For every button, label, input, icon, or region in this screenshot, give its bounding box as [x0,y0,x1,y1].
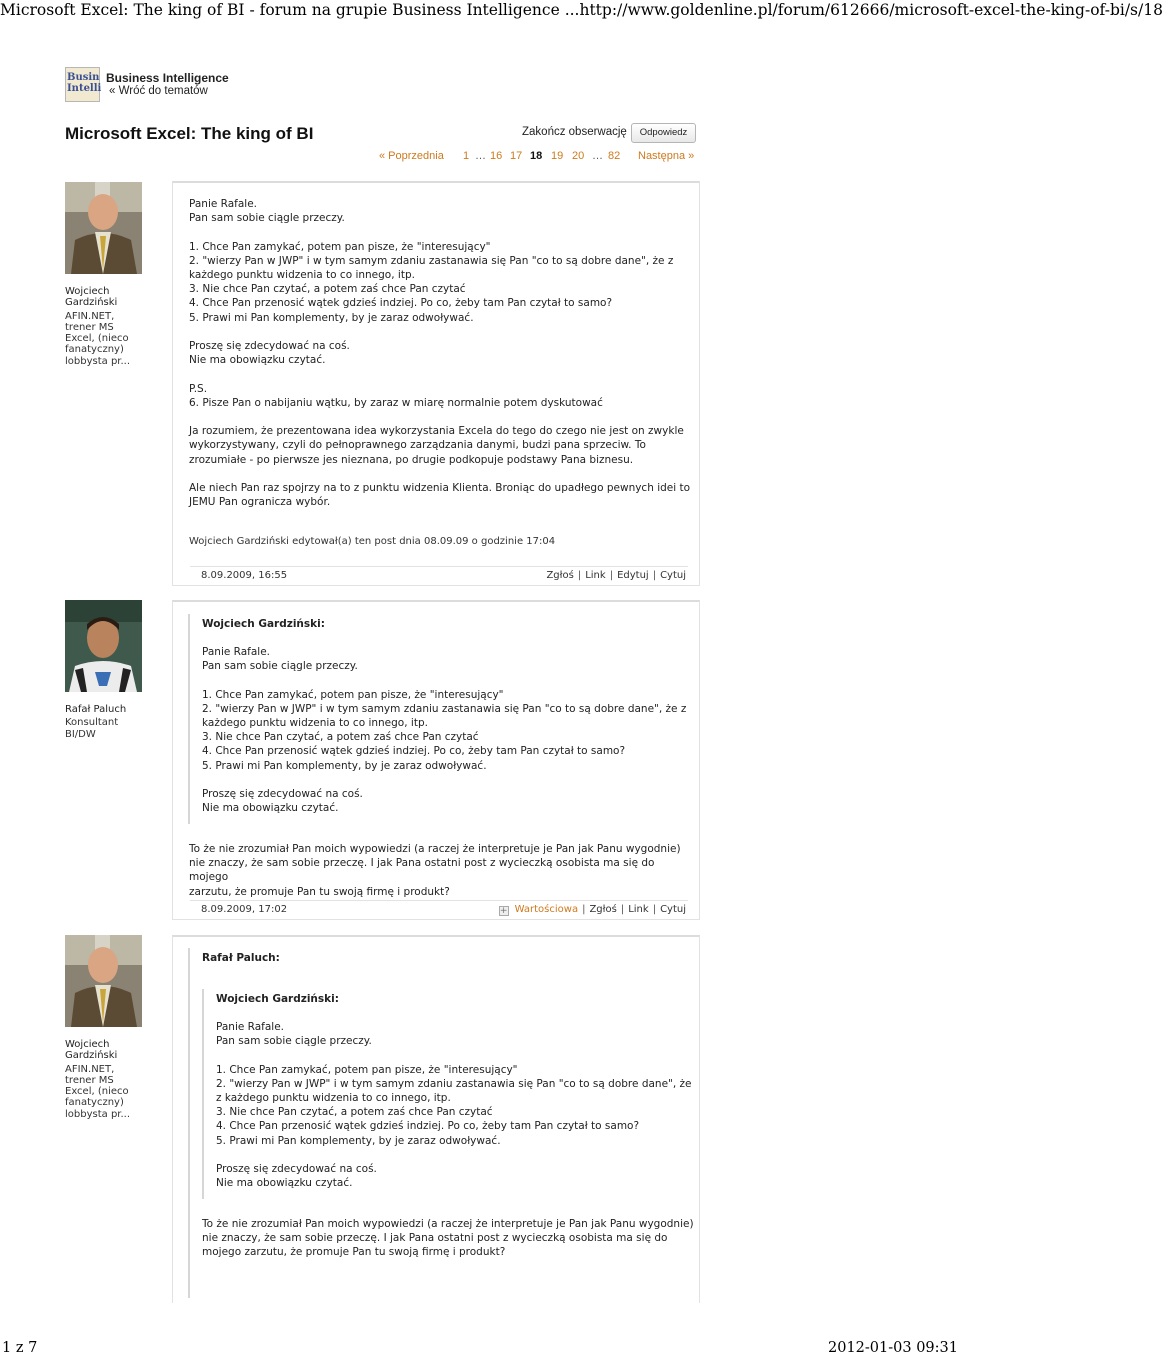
line: nie znaczy, że sam sobie przeczę. I jak Pana ostatni post z wycieczką osobista ma się do [202,1232,668,1245]
inner-quote-author: Wojciech Gardziński: [216,993,339,1005]
post-3-inner-quote [216,992,694,1190]
plus-icon[interactable]: + [499,906,508,916]
spacer [189,325,694,339]
print-page-number: 1 z 7 [2,1340,38,1356]
line: 5. Prawi mi Pan komplementy, by je zaraz odwoływać. [189,311,474,324]
group-name[interactable]: Business Intelligence [106,71,229,85]
line: 4. Chce Pan przenosić wątek gdzieś indziej. Po co, żeby tam Pan czytał to samo? [216,1120,640,1133]
avatar[interactable] [65,182,142,274]
group-logo-text-1: Busin [67,72,100,83]
spacer [202,673,692,687]
spacer [189,467,694,481]
line: Pan sam sobie ciągle przeczy. [202,660,358,673]
quote-author: Rafał Paluch: [202,952,280,964]
end-watch-link[interactable]: Zakończ obserwację [522,126,627,138]
quote-link[interactable]: Cytuj [660,570,686,581]
post-2-body [189,842,694,899]
line: Proszę się zdecydować na coś. [216,1163,377,1175]
group-logo-text-2: Intelli [67,83,102,94]
avatar[interactable] [65,600,142,692]
pager-prev-link[interactable]: « Poprzednia [379,150,444,162]
print-header: Microsoft Excel: The king of BI - forum na grupie Business Intelligence ...http://www.goldenline.pl/forum/612666/microsoft-excel-the-king-of-bi/s/18 [0,1,1163,19]
line: Panie Rafale. [202,646,271,658]
line: Proszę się zdecydować na coś. [202,788,363,800]
line: 4. Chce Pan przenosić wątek gdzieś indziej. Po co, żeby tam Pan czytał to samo? [189,297,613,310]
spacer [189,367,694,381]
topic-title: Microsoft Excel: The king of BI [65,124,314,143]
group-logo[interactable] [65,67,100,102]
pager-ellipsis-2: … [592,150,603,162]
post-1-footer: 8.09.2009, 16:55 Zgłoś | Link | Edytuj | Cytuj [190,566,688,586]
post-2-footer: 8.09.2009, 17:02 + Wartościowa | Zgłoś | Link | Cytuj [190,900,688,920]
line: każdego punktu widzenia to co innego, itp. [189,269,415,281]
line: Nie ma obowiązku czytać. [189,354,326,367]
report-link[interactable]: Zgłoś [589,904,617,915]
edit-link[interactable]: Edytuj [617,570,649,581]
line: 1. Chce Pan zamykać, potem pan pisze, że "interesujący" [216,1063,518,1076]
post-date: 8.09.2009, 17:02 [201,904,288,915]
avatar[interactable] [65,935,142,1027]
line: 5. Prawi mi Pan komplementy, by je zaraz odwoływać. [202,759,487,772]
print-datetime: 2012-01-03 09:31 [828,1340,958,1356]
spacer [189,410,694,424]
pager-page-20[interactable]: 20 [572,150,585,162]
line: 3. Nie chce Pan czytać, a potem zaś chce Pan czytać [202,731,479,744]
line: 2. "wierzy Pan w JWP" i w tym samym zdaniu zastanawia się Pan "co to są dobre dane", że [216,1077,692,1090]
quote-link[interactable]: Cytuj [660,904,686,915]
pager-page-82[interactable]: 82 [608,150,621,162]
line: zrozumiałe - po pierwsze jes nieznana, po drugie podkopuje podstawy Pana biznesu. [189,453,634,466]
spacer [202,773,692,787]
line: 5. Prawi mi Pan komplementy, by je zaraz odwoływać. [216,1134,501,1147]
post-author [65,600,143,740]
line: Pan sam sobie ciągle przeczy. [216,1035,372,1048]
line: Panie Rafale. [189,198,258,210]
line: 3. Nie chce Pan czytać, a potem zaś chce Pan czytać [216,1106,493,1119]
line: Ale niech Pan raz spojrzy na to z punktu widzenia Klienta. Broniąc do upadłego pewnych idei to [189,481,691,494]
post-date: 8.09.2009, 16:55 [201,570,288,581]
line: 2. "wierzy Pan w JWP" i w tym samym zdaniu zastanawia się Pan "co to są dobre dane", że z [202,702,687,715]
line: Proszę się zdecydować na coś. [189,340,350,352]
avatar-image [65,600,142,692]
line: mojego zarzutu, że promuje Pan tu swoją firmę i produkt? [202,1246,506,1259]
line: Pan sam sobie ciągle przeczy. [189,212,345,225]
line: P.S. [189,382,208,395]
line: To że nie zrozumiał Pan moich wypowiedzi (a raczej że interpretuje je Pan jak Panu wygodnie) [189,843,681,855]
pager-page-16[interactable]: 16 [490,150,503,162]
author-role: AFIN.NET, trener MS Excel, (nieco fanatyczny) lobbysta pr... [65,1063,131,1120]
quote-author: Wojciech Gardziński: [202,618,325,630]
line: JEMU Pan ogranicza wybór. [189,496,331,509]
back-to-topics-link[interactable]: « Wróć do tematów [109,85,208,97]
line: 1. Chce Pan zamykać, potem pan pisze, że "interesujący" [202,688,504,701]
post-1-body [189,197,694,509]
link-link[interactable]: Link [585,570,606,581]
spacer [216,1048,694,1062]
edit-note: Wojciech Gardziński edytował(a) ten post dnia 08.09.09 o godzinie 17:04 [189,536,556,547]
author-name[interactable]: Rafał Paluch [65,704,127,715]
pager-page-19[interactable]: 19 [551,150,564,162]
line: Ja rozumiem, że prezentowana idea wykorzystania Excela do tego do czego nie jest on zwykle [189,425,684,438]
pager-page-1[interactable]: 1 [463,150,470,162]
pager-ellipsis-1: … [475,150,486,162]
spacer [216,1148,694,1162]
line: każdego punktu widzenia to co innego, itp. [202,717,428,729]
line: Panie Rafale. [216,1021,285,1033]
pager-page-17[interactable]: 17 [510,150,523,162]
avatar-image [65,182,142,274]
link-link[interactable]: Link [628,904,649,915]
post-author [65,182,143,367]
line: 3. Nie chce Pan czytać, a potem zaś chce Pan czytać [189,283,466,296]
line: 1. Chce Pan zamykać, potem pan pisze, że "interesujący" [189,240,491,253]
report-link[interactable]: Zgłoś [546,570,574,581]
line: 6. Pisze Pan o nabijaniu wątku, by zaraz w miarę normalnie potem dyskutować [189,396,603,409]
line: Nie ma obowiązku czytać. [202,802,339,815]
post-3-quote-body [202,1217,694,1260]
line: 2. "wierzy Pan w JWP" i w tym samym zdaniu zastanawia się Pan "co to są dobre dane", że z [189,254,674,267]
spacer [189,225,694,239]
pager-current-page: 18 [530,150,543,162]
author-role: AFIN.NET, trener MS Excel, (nieco fanatyczny) lobbysta pr... [65,310,131,367]
post-3-quote [202,951,694,992]
line: 4. Chce Pan przenosić wątek gdzieś indziej. Po co, żeby tam Pan czytał to samo? [202,745,626,758]
author-role: Konsultant BI/DW [65,717,119,740]
author-name[interactable]: Wojciech Gardziński [65,286,118,309]
avatar-image [65,935,142,1027]
line: nie znaczy, że sam sobie przeczę. I jak Pana ostatni post z wycieczką osobista ma się do mojego [189,857,655,884]
line: z każdego punktu widzenia to co innego, itp. [216,1092,451,1104]
post-2-quote [202,617,692,815]
line: Nie ma obowiązku czytać. [216,1177,353,1190]
author-name[interactable]: Wojciech Gardziński [65,1039,118,1062]
pager-next-link[interactable]: Następna » [638,150,695,162]
post-author [65,935,143,1120]
line: wykorzystywany, czyli do pełnoprawnego zarządzania danymi, budzi pana sprzeciw. To [189,439,646,452]
valuable-link[interactable]: Wartościowa [514,904,579,915]
reply-button[interactable]: Odpowiedz [631,123,696,143]
line: To że nie zrozumiał Pan moich wypowiedzi (a raczej że interpretuje je Pan jak Panu wygodnie) [202,1218,694,1230]
line: zarzutu, że promuje Pan tu swoją firmę i produkt? [189,885,450,898]
